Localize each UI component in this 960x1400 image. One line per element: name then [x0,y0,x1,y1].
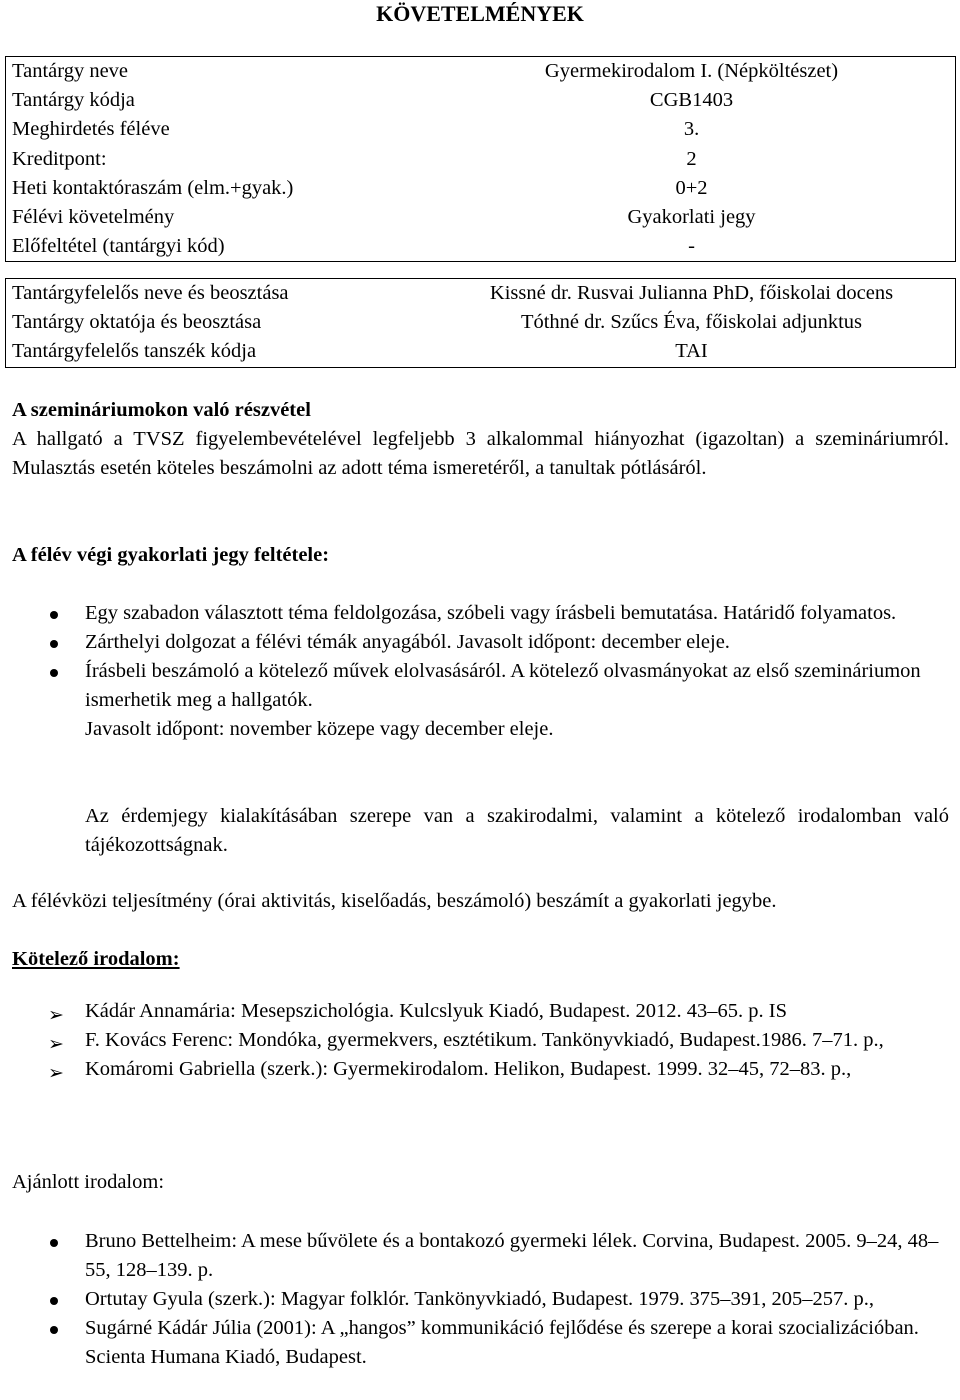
row-label: Kreditpont: [12,147,107,170]
bullet-icon [50,640,58,648]
list-item: ➢ Komáromi Gabriella (szerk.): Gyermekirodalom. Helikon, Budapest. 1999. 32–45, 72–83. p., [12,1055,949,1084]
table-row [6,145,956,174]
attendance-heading: A szemináriumokon való részvétel [12,399,311,421]
row-value: - [688,235,695,258]
row-value: Gyakorlati jegy [627,206,756,229]
attendance-section [12,396,949,483]
row-value: 2 [686,147,697,170]
recommended-reading-heading: Ajánlott irodalom: [12,1171,165,1193]
row-value: CGB1403 [649,89,734,112]
recommended-list [12,1227,949,1372]
list-item: Bruno Bettelheim: A mese bűvölete és a bontakozó gyermeki lélek. Corvina, Budapest. 2005. 9–24, 48–55, 128–139. p. [12,1227,949,1285]
row-value: 0+2 [675,176,708,199]
list-item: Írásbeli beszámoló a kötelező művek elolvasásáról. A kötelező olvasmányokat az első szemináriumon ismerhetik meg a hallgatók. [12,657,949,715]
table-row [6,174,956,203]
bullet-icon [50,1326,58,1334]
table-row [6,203,956,232]
course-info-table [5,56,956,262]
required-reading-heading: Kötelező irodalom: [12,948,180,970]
grade-bullet-list [12,599,949,715]
row-label: Heti kontaktóraszám (elm.+gyak.) [12,176,294,199]
row-label: Tantárgyfelelős neve és beosztása [12,282,289,305]
bullet-icon [50,1239,58,1247]
table-row [6,232,956,262]
row-label: Tantárgy oktatója és beosztása [12,311,262,334]
required-list [12,997,949,1084]
row-value: Gyermekirodalom I. (Népköltészet) [544,60,839,83]
row-label: Félévi követelmény [12,206,175,229]
row-label: Tantárgy kódja [12,89,135,112]
row-value: TAI [675,340,708,363]
list-item: Egy szabadon választott téma feldolgozása, szóbeli vagy írásbeli bemutatása. Határidő folyamatos. [12,599,949,628]
grade-paragraph-text: Az érdemjegy kialakításában szerepe van a szakirodalmi, valamint a kötelező irodalomban való tájékozottságnak. [85,805,949,856]
grade-requirements [12,599,949,744]
bullet-icon [50,1297,58,1305]
row-value: Tóthné dr. Szűcs Éva, főiskolai adjunktus [520,311,863,334]
table-row [6,279,956,309]
row-value: 3. [683,118,700,141]
row-label: Tantárgy neve [12,60,129,83]
grade-heading: A félév végi gyakorlati jegy feltétele: [12,544,330,566]
required-reading-list [12,997,949,1084]
attendance-text: A hallgató a TVSZ figyelembevételével legfeljebb 3 alkalommal hiányozhat (igazoltan) a szemináriumról. Mulasztás esetén köteles beszámolni az adott téma ismeretéről, a tanultak pótlásáról. [12,428,949,479]
row-label: Előfeltétel (tantárgyi kód) [12,235,225,258]
page-title: KÖVETELMÉNYEK [376,1,584,26]
list-item: Ortutay Gyula (szerk.): Magyar folklór. Tankönyvkiadó, Budapest. 1979. 375–391, 205–257. p., [12,1285,949,1314]
table-row [6,86,956,115]
bullet-icon [50,611,58,619]
arrow-bullet-icon: ➢ [48,1034,64,1055]
arrow-bullet-icon: ➢ [48,1005,64,1026]
row-label: Meghirdetés féléve [12,118,170,141]
bullet-icon [50,669,58,677]
midterm-section [12,887,949,916]
list-item: Zárthelyi dolgozat a félévi témák anyagából. Javasolt időpont: december eleje. [12,628,949,657]
grade-section [12,541,949,570]
required-reading-section [12,945,949,974]
list-item: ➢ F. Kovács Ferenc: Mondóka, gyermekvers, esztétikum. Tankönyvkiadó, Budapest.1986. 7–71. p., [12,1026,949,1055]
table-row [6,57,956,87]
row-label: Tantárgyfelelős tanszék kódja [12,340,257,363]
table-row [6,337,956,367]
suggested-date-note: Javasolt időpont: november közepe vagy december eleje. [85,718,554,740]
recommended-reading-list [12,1227,949,1372]
recommended-reading-section [12,1168,949,1197]
table-row [6,115,956,144]
table-row [6,308,956,337]
arrow-bullet-icon: ➢ [48,1063,64,1084]
row-value: Kissné dr. Rusvai Julianna PhD, főiskolai docens [489,282,894,305]
list-item: Sugárné Kádár Júlia (2001): A „hangos” kommunikáció fejlődése és szerepe a korai szocializációban. Scienta Humana Kiadó, Budapest. [12,1314,949,1372]
grade-paragraph [12,802,949,860]
list-item: ➢ Kádár Annamária: Mesepszichológia. Kulcslyuk Kiadó, Budapest. 2012. 43–65. p. IS [12,997,949,1026]
instructor-table [5,278,956,368]
midterm-text: A félévközi teljesítmény (órai aktivitás, kiselőadás, beszámoló) beszámít a gyakorlati jegybe. [12,890,777,912]
